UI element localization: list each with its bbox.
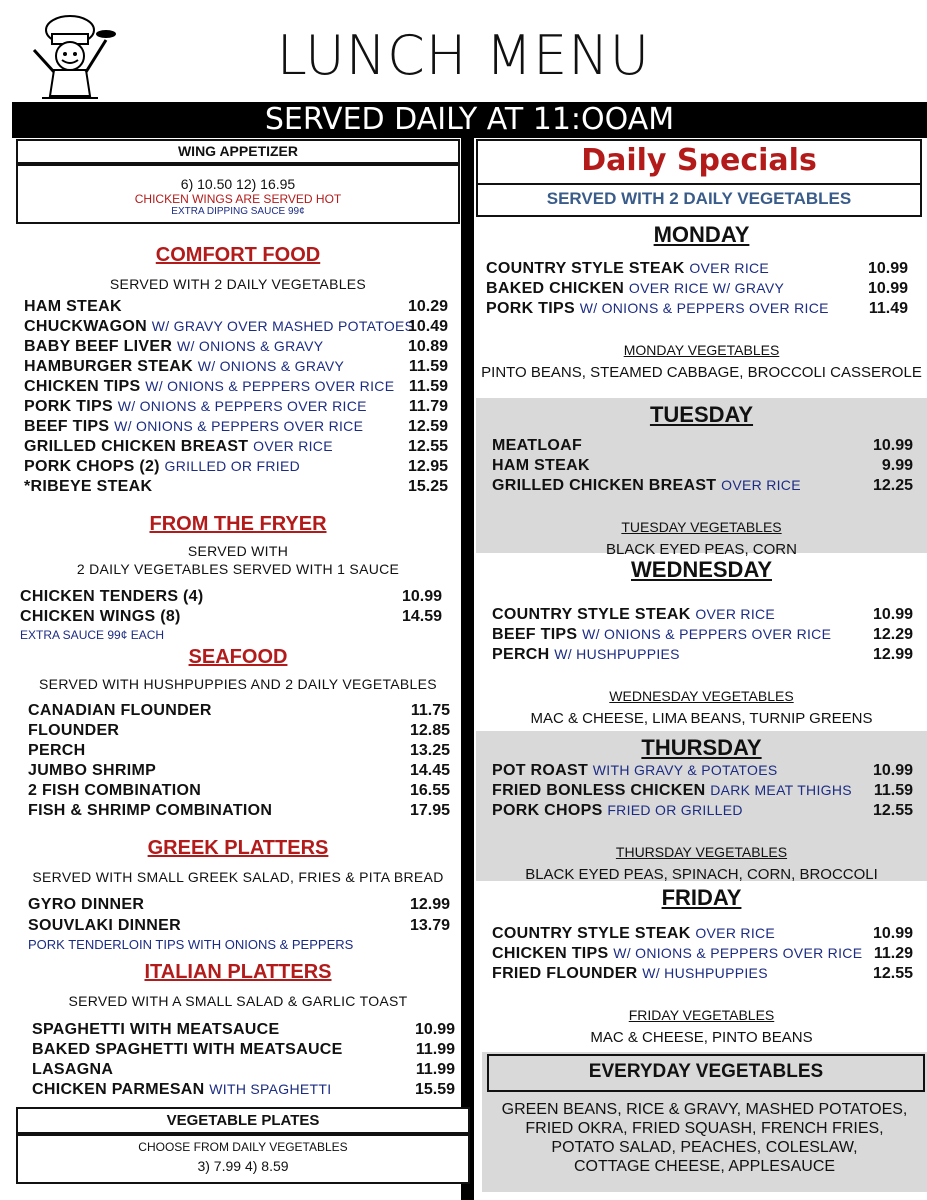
special-item [492, 457, 590, 475]
menu-item [28, 896, 144, 914]
comfort-sub: SERVED WITH 2 DAILY VEGETABLES [109, 276, 367, 292]
item-price: 12.55 [872, 802, 913, 819]
everyday-title-box [487, 1054, 925, 1092]
day-veg-title: FRIDAY VEGETABLES [628, 1007, 775, 1023]
item-name: GRILLED CHICKEN BREAST [492, 477, 717, 494]
item-name: HAM STEAK [24, 298, 122, 315]
item-price: 10.99 [872, 925, 913, 942]
day-veg: BLACK EYED PEAS, CORN [606, 541, 797, 558]
day-veg-title: WEDNESDAY VEGETABLES [609, 688, 794, 704]
item-desc: W/ ONIONS & PEPPERS OVER RICE [579, 300, 829, 316]
special-item [492, 626, 831, 644]
item-desc: W/ HUSHPUPPIES [554, 646, 680, 662]
special-item [492, 437, 582, 455]
item-price: 9.99 [881, 457, 913, 474]
item-name: PORK CHOPS [492, 802, 603, 819]
item-name: COUNTRY STYLE STEAK [492, 606, 691, 623]
item-name: MEATLOAF [492, 437, 583, 454]
specials-title-box [476, 139, 922, 185]
special-item [492, 925, 775, 943]
item-name: CHICKEN TIPS [492, 945, 609, 962]
item-price: 12.99 [409, 896, 450, 913]
menu-item [24, 478, 152, 496]
item-desc: GRILLED OR FRIED [164, 458, 301, 474]
item-price: 10.99 [401, 588, 442, 605]
wing-note-sauce: EXTRA DIPPING SAUCE 99¢ [171, 206, 305, 217]
menu-item [28, 742, 86, 760]
fryer-title: FROM THE FRYER [149, 513, 327, 535]
item-desc: WITH GRAVY & POTATOES [592, 762, 778, 778]
item-name: COUNTRY STYLE STEAK [486, 260, 685, 277]
item-name: HAMBURGER STEAK [24, 358, 193, 375]
menu-item [32, 1021, 280, 1039]
menu-item [20, 588, 204, 606]
item-name: JUMBO SHRIMP [28, 762, 157, 779]
everyday-line: GREEN BEANS, RICE & GRAVY, MASHED POTATOES, [501, 1101, 908, 1118]
item-desc: FRIED OR GRILLED [607, 802, 743, 818]
item-price: 13.25 [409, 742, 450, 759]
day-veg-title: MONDAY VEGETABLES [623, 342, 780, 358]
menu-item [24, 378, 394, 396]
vegplates-title: VEGETABLE PLATES [166, 1112, 320, 1129]
item-desc: OVER RICE W/ GRAVY [628, 280, 785, 296]
item-name: PERCH [492, 646, 550, 663]
item-name: POT ROAST [492, 762, 589, 779]
item-price: 11.79 [408, 398, 448, 415]
day-veg: MAC & CHEESE, LIMA BEANS, TURNIP GREENS [530, 710, 873, 727]
item-price: 11.29 [873, 945, 913, 962]
item-price: 12.99 [872, 646, 913, 663]
menu-item [28, 782, 201, 800]
item-name: FRIED FLOUNDER [492, 965, 638, 982]
item-price: 10.29 [407, 298, 448, 315]
fryer-sub2: 2 DAILY VEGETABLES SERVED WITH 1 SAUCE [76, 561, 400, 577]
wing-title: WING APPETIZER [177, 143, 299, 159]
wing-title-box [16, 139, 460, 164]
wing-price-box [16, 164, 460, 224]
everyday-lines [482, 1100, 927, 1176]
item-price: 13.79 [409, 917, 450, 934]
item-price: 12.55 [407, 438, 448, 455]
special-item [492, 965, 768, 983]
seafood-title: SEAFOOD [188, 646, 288, 668]
item-desc: OVER RICE [695, 925, 776, 941]
day-veg-title: THURSDAY VEGETABLES [615, 844, 788, 860]
item-price: 10.99 [872, 437, 913, 454]
menu-item [32, 1061, 113, 1079]
vegplates-prices: 3) 7.99 4) 8.59 [197, 1158, 289, 1174]
item-price: 11.59 [408, 378, 448, 395]
item-price: 12.25 [872, 477, 913, 494]
specials-title: Daily Specials [581, 143, 817, 178]
wing-note-hot: CHICKEN WINGS ARE SERVED HOT [134, 192, 342, 206]
item-desc: W/ HUSHPUPPIES [642, 965, 768, 981]
item-price: 15.25 [407, 478, 448, 495]
special-item [492, 762, 778, 780]
item-price: 11.99 [415, 1061, 455, 1078]
item-name: SOUVLAKI DINNER [28, 917, 181, 934]
fryer-sub1: SERVED WITH [187, 543, 289, 559]
item-name: CHICKEN PARMESAN [32, 1081, 205, 1098]
item-name: CHICKEN TENDERS (4) [20, 588, 204, 605]
item-name: FRIED BONLESS CHICKEN [492, 782, 706, 799]
item-price: 12.85 [409, 722, 450, 739]
menu-item [24, 418, 363, 436]
item-desc: W/ ONIONS & PEPPERS OVER RICE [613, 945, 863, 961]
day-title: WEDNESDAY [631, 557, 772, 582]
item-name: *RIBEYE STEAK [24, 478, 153, 495]
item-desc: W/ ONIONS & PEPPERS OVER RICE [114, 418, 364, 434]
item-price: 12.95 [407, 458, 448, 475]
page-title: LUNCH MENU [276, 24, 651, 87]
item-name: SPAGHETTI WITH MEATSAUCE [32, 1021, 280, 1038]
item-name: CHUCKWAGON [24, 318, 147, 335]
menu-item [24, 398, 367, 416]
everyday-line: COTTAGE CHEESE, APPLESAUCE [573, 1158, 836, 1175]
seafood-sub: SERVED WITH HUSHPUPPIES AND 2 DAILY VEGETABLES [39, 676, 437, 692]
special-item [492, 606, 775, 624]
menu-item [32, 1081, 331, 1099]
greek-sub: SERVED WITH SMALL GREEK SALAD, FRIES & PITA BREAD [32, 869, 444, 885]
item-desc: W/ ONIONS & PEPPERS OVER RICE [145, 378, 395, 394]
item-name: BEEF TIPS [24, 418, 110, 435]
item-desc: W/ ONIONS & GRAVY [197, 358, 345, 374]
item-name: CHICKEN TIPS [24, 378, 141, 395]
item-name: PORK CHOPS (2) [24, 458, 160, 475]
special-item [486, 300, 829, 318]
vegplates-title-box [16, 1107, 470, 1134]
special-item [486, 280, 784, 298]
item-price: 10.89 [407, 338, 448, 355]
day-title: THURSDAY [641, 735, 762, 760]
menu-item [24, 438, 333, 456]
special-item [492, 782, 852, 800]
menu-item [28, 722, 119, 740]
item-name: FISH & SHRIMP COMBINATION [28, 802, 273, 819]
item-price: 10.49 [407, 318, 448, 335]
day-veg: MAC & CHEESE, PINTO BEANS [590, 1029, 813, 1046]
day-veg-title: TUESDAY VEGETABLES [621, 519, 782, 535]
item-desc: WITH SPAGHETTI [209, 1081, 332, 1097]
item-price: 11.59 [408, 358, 448, 375]
day-veg: PINTO BEANS, STEAMED CABBAGE, BROCCOLI CASSEROLE [481, 364, 922, 381]
item-price: 15.59 [414, 1081, 455, 1098]
item-name: BAKED CHICKEN [486, 280, 625, 297]
everyday-title: EVERYDAY VEGETABLES [588, 1061, 824, 1082]
menu-item [24, 298, 122, 316]
item-price: 14.59 [401, 608, 442, 625]
item-price: 11.59 [873, 782, 913, 799]
item-price: 10.99 [867, 280, 908, 297]
item-desc: W/ ONIONS & PEPPERS OVER RICE [582, 626, 832, 642]
menu-item [28, 802, 272, 820]
menu-item [28, 917, 181, 935]
item-price: 10.99 [867, 260, 908, 277]
item-desc: OVER RICE [695, 606, 776, 622]
item-name: BABY BEEF LIVER [24, 338, 173, 355]
item-price: 10.99 [872, 606, 913, 623]
greek-note: PORK TENDERLOIN TIPS WITH ONIONS & PEPPERS [28, 937, 354, 952]
day-title: TUESDAY [649, 402, 754, 427]
item-price: 10.99 [872, 762, 913, 779]
item-desc: OVER RICE [689, 260, 770, 276]
day-veg: BLACK EYED PEAS, SPINACH, CORN, BROCCOLI [525, 866, 878, 883]
special-item [492, 945, 862, 963]
item-name: LASAGNA [32, 1061, 114, 1078]
special-item [492, 802, 743, 820]
item-name: BAKED SPAGHETTI WITH MEATSAUCE [32, 1041, 343, 1058]
menu-item [24, 338, 323, 356]
item-desc: OVER RICE [721, 477, 801, 493]
item-price: 11.75 [410, 702, 450, 719]
menu-item [24, 358, 344, 376]
item-name: CHICKEN WINGS (8) [20, 608, 181, 625]
menu-item [28, 762, 156, 780]
item-price: 12.29 [872, 626, 913, 643]
item-name: PORK TIPS [24, 398, 113, 415]
item-name: 2 FISH COMBINATION [28, 782, 202, 799]
item-price: 12.55 [872, 965, 913, 982]
item-price: 17.95 [409, 802, 450, 819]
specials-sub-box [476, 183, 922, 217]
item-name: GYRO DINNER [28, 896, 145, 913]
menu-item [20, 608, 181, 626]
wing-prices: 6) 10.50 12) 16.95 [180, 176, 296, 192]
served-banner: SERVED DAILY AT 11:OOAM [12, 102, 927, 138]
item-name: BEEF TIPS [492, 626, 578, 643]
item-name: PERCH [28, 742, 86, 759]
item-price: 16.55 [409, 782, 450, 799]
item-name: GRILLED CHICKEN BREAST [24, 438, 249, 455]
day-title: FRIDAY [661, 885, 742, 910]
special-item [492, 646, 680, 664]
special-item [486, 260, 769, 278]
item-desc: OVER RICE [253, 438, 333, 454]
menu-item [28, 702, 212, 720]
item-desc: W/ ONIONS & GRAVY [176, 338, 324, 354]
comfort-title: COMFORT FOOD [155, 244, 321, 266]
item-name: FLOUNDER [28, 722, 120, 739]
item-name: HAM STEAK [492, 457, 590, 474]
item-price: 12.59 [407, 418, 448, 435]
fryer-note: EXTRA SAUCE 99¢ EACH [20, 628, 165, 642]
day-title: MONDAY [653, 222, 750, 247]
item-price: 11.49 [868, 300, 908, 317]
special-item [492, 477, 801, 495]
greek-title: GREEK PLATTERS [147, 837, 329, 859]
menu-item [24, 458, 300, 476]
vegplates-box [16, 1134, 470, 1184]
specials-sub: SERVED WITH 2 DAILY VEGETABLES [546, 189, 852, 208]
item-price: 10.99 [414, 1021, 455, 1038]
vegplates-sub: CHOOSE FROM DAILY VEGETABLES [138, 1140, 348, 1154]
italian-title: ITALIAN PLATTERS [144, 961, 332, 983]
everyday-line: FRIED OKRA, FRIED SQUASH, FRENCH FRIES, [525, 1120, 884, 1137]
column-divider [461, 138, 474, 1200]
menu-item [32, 1041, 343, 1059]
italian-sub: SERVED WITH A SMALL SALAD & GARLIC TOAST [68, 993, 408, 1009]
item-name: PORK TIPS [486, 300, 575, 317]
item-price: 11.99 [415, 1041, 455, 1058]
item-desc: W/ GRAVY OVER MASHED POTATOES [151, 318, 415, 334]
item-name: COUNTRY STYLE STEAK [492, 925, 691, 942]
menu-item [24, 318, 414, 336]
everyday-line: POTATO SALAD, PEACHES, COLESLAW, [551, 1139, 858, 1156]
item-name: CANADIAN FLOUNDER [28, 702, 212, 719]
item-desc: W/ ONIONS & PEPPERS OVER RICE [117, 398, 367, 414]
item-desc: DARK MEAT THIGHS [710, 782, 852, 798]
item-price: 14.45 [409, 762, 450, 779]
